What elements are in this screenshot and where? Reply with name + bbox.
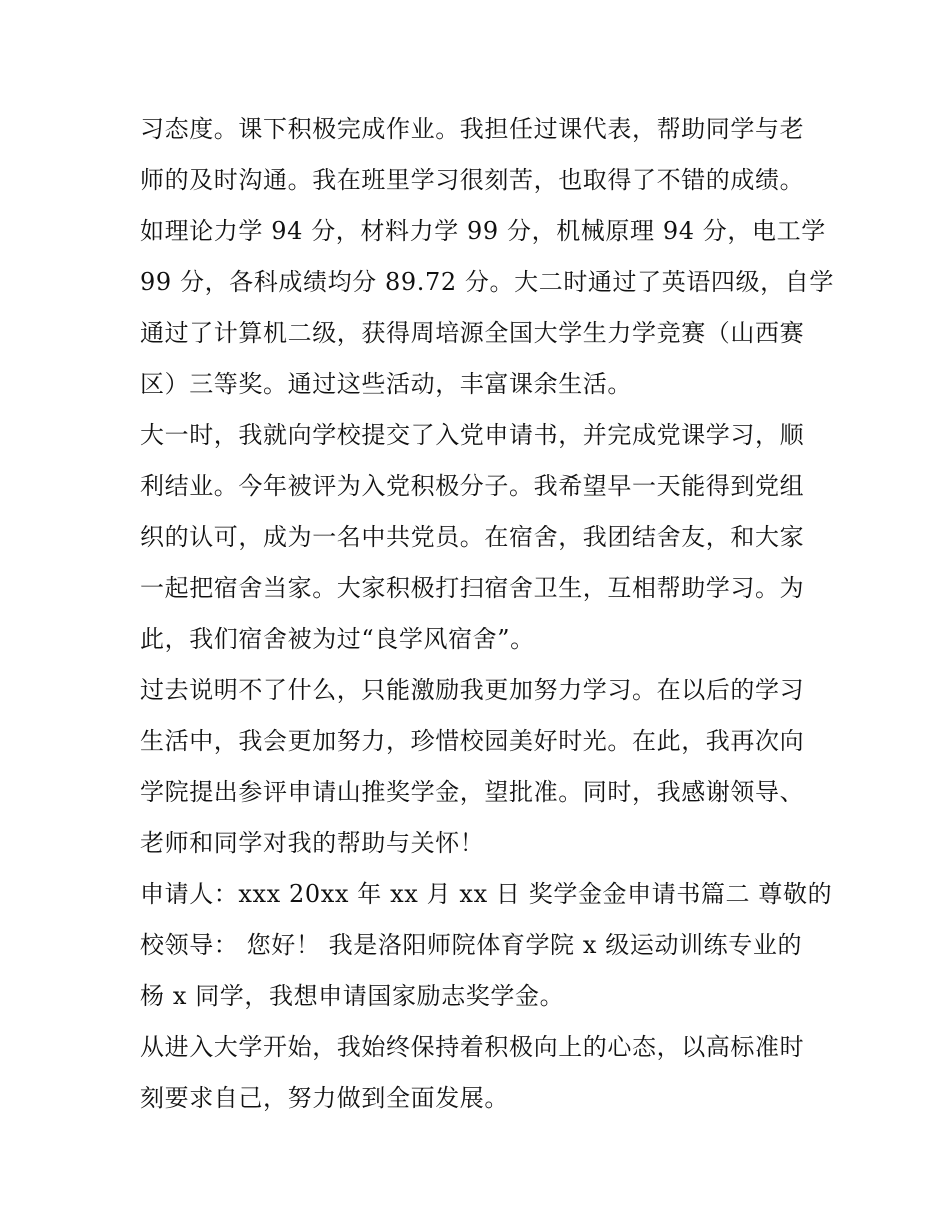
- text-line: 99 分，各科成绩均分 89.72 分。大二时通过了英语四级，自学: [140, 268, 834, 296]
- text-line: 生活中，我会更加努力，珍惜校园美好时光。在此，我再次向: [140, 727, 805, 755]
- text-line: 师的及时沟通。我在班里学习很刻苦，也取得了不错的成绩。: [140, 166, 805, 194]
- text-line: 从进入大学开始，我始终保持着积极向上的心态，以高标准时: [140, 1033, 805, 1061]
- text-line: 刻要求自己，努力做到全面发展。: [140, 1084, 509, 1112]
- text-line: 通过了计算机二级，获得周培源全国大学生力学竞赛（山西赛: [140, 319, 805, 347]
- text-line: 利结业。今年被评为入党积极分子。我希望早一天能得到党组: [140, 472, 805, 500]
- text-line: 杨 x 同学，我想申请国家励志奖学金。: [140, 982, 565, 1010]
- text-line: 学院提出参评申请山推奖学金，望批准。同时，我感谢领导、: [140, 778, 805, 806]
- text-line: 校领导： 您好！ 我是洛阳师院体育学院 x 级运动训练专业的: [140, 931, 803, 959]
- text-line: 申请人：xxx 20xx 年 xx 月 xx 日 奖学金金申请书篇二 尊敬的: [140, 880, 833, 908]
- text-line: 老师和同学对我的帮助与关怀！: [140, 829, 485, 857]
- document-body: [140, 104, 834, 1124]
- text-line: 区）三等奖。通过这些活动，丰富课余生活。: [140, 370, 632, 398]
- text-line: 织的认可，成为一名中共党员。在宿舍，我团结舍友，和大家: [140, 523, 805, 551]
- text-line: 此，我们宿舍被为过“良学风宿舍”。: [140, 625, 535, 653]
- text-line: 如理论力学 94 分，材料力学 99 分，机械原理 94 分，电工学: [140, 217, 826, 245]
- text-line: 过去说明不了什么，只能激励我更加努力学习。在以后的学习: [140, 676, 805, 704]
- text-line: 大一时，我就向学校提交了入党申请书，并完成党课学习，顺: [140, 421, 805, 449]
- text-line: 习态度。课下积极完成作业。我担任过课代表，帮助同学与老: [140, 115, 805, 143]
- text-line: 一起把宿舍当家。大家积极打扫宿舍卫生，互相帮助学习。为: [140, 574, 805, 602]
